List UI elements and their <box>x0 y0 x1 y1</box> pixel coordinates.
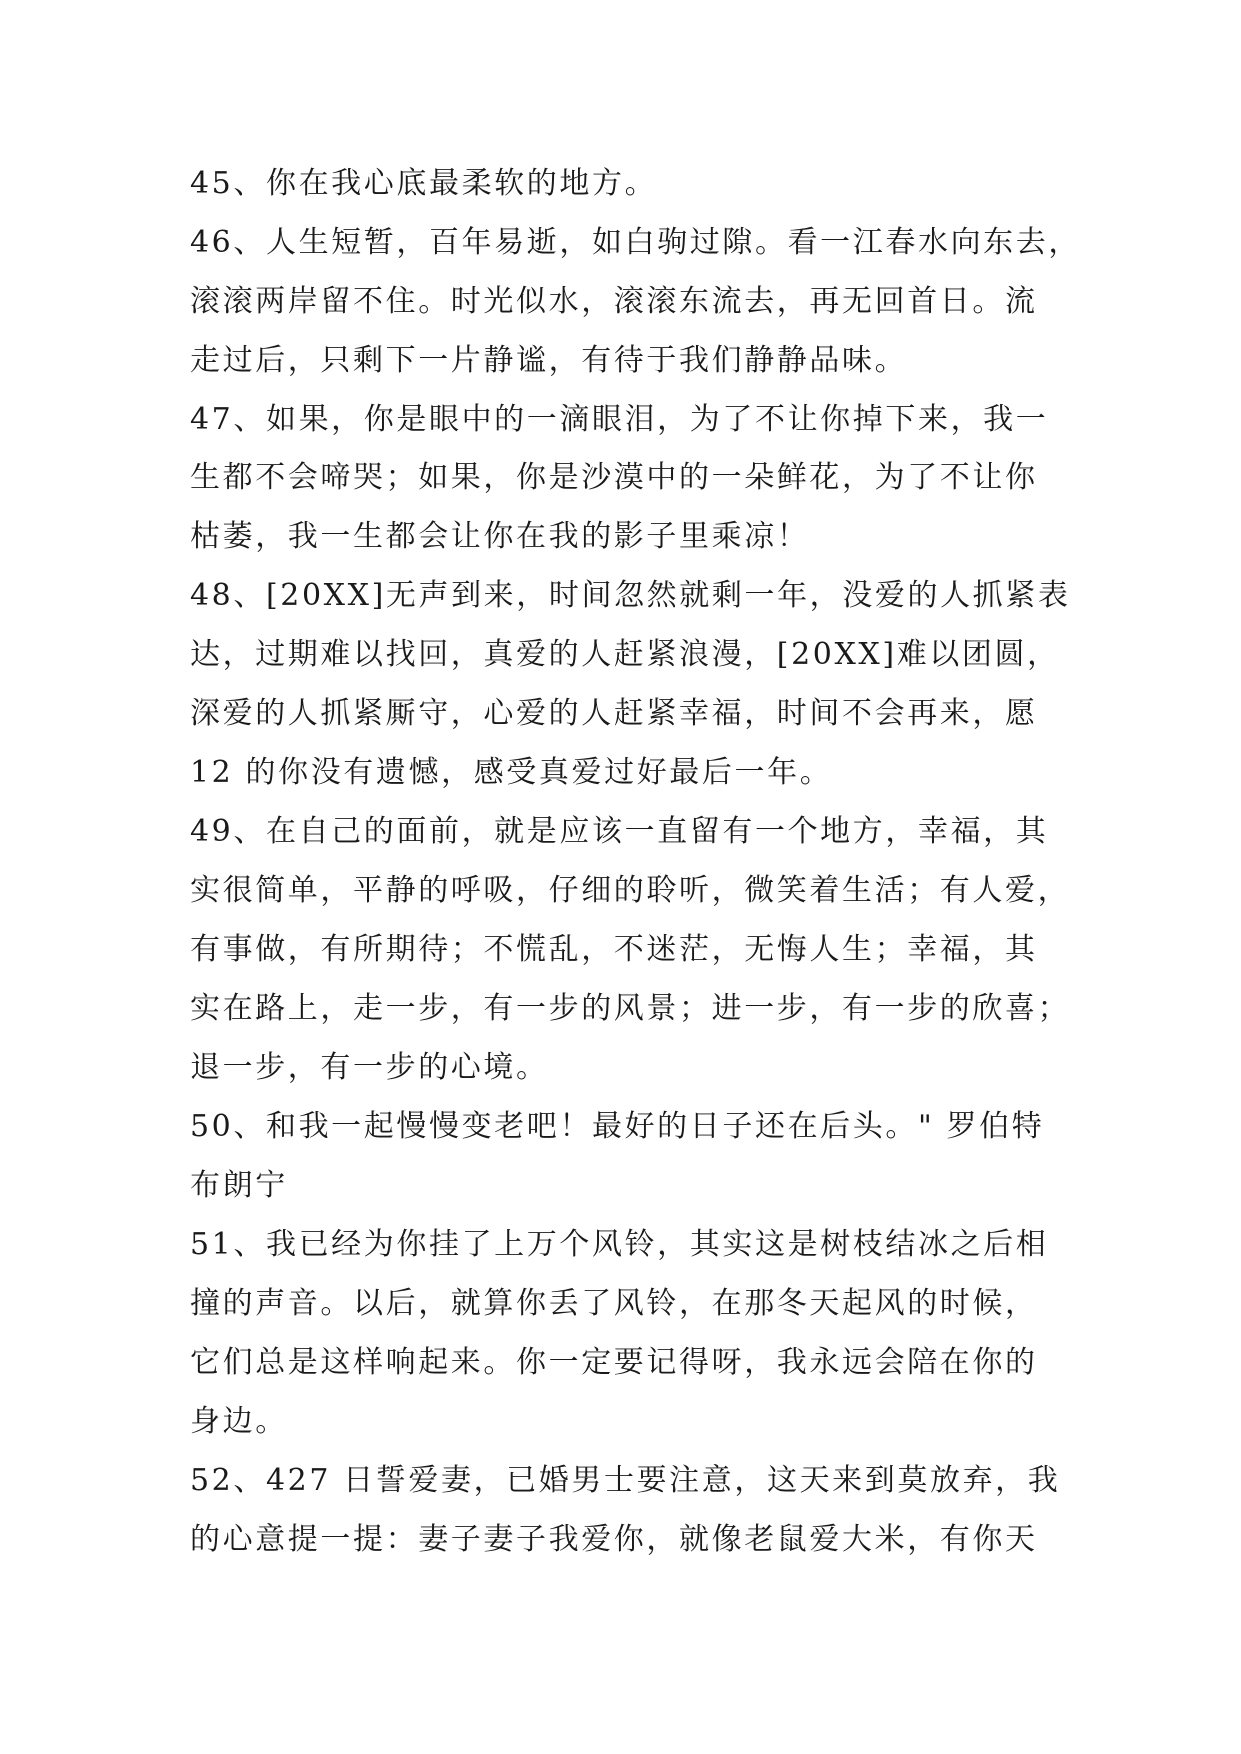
text-line: 布朗宁 <box>190 1168 288 1203</box>
text-line: 走过后，只剩下一片静谧，有待于我们静静品味。 <box>190 343 908 378</box>
text-line: 身边。 <box>190 1404 288 1439</box>
text-line: 退一步，有一步的心境。 <box>190 1050 549 1085</box>
text-line: 49、在自己的面前，就是应该一直留有一个地方，幸福，其 <box>190 814 1049 849</box>
text-line: 12 的你没有遗憾，感受真爱过好最后一年。 <box>190 755 833 790</box>
text-line: 生都不会啼哭；如果，你是沙漠中的一朵鲜花，为了不让你 <box>190 460 1038 495</box>
text-line: 枯萎，我一生都会让你在我的影子里乘凉！ <box>190 519 810 554</box>
text-line: 达，过期难以找回，真爱的人赶紧浪漫，[20XX]难以团圆， <box>190 637 1060 672</box>
text-line: 47、如果，你是眼中的一滴眼泪，为了不让你掉下来，我一 <box>190 402 1049 437</box>
text-line: 深爱的人抓紧厮守，心爱的人赶紧幸福，时间不会再来，愿 <box>190 696 1038 731</box>
text-line: 52、427 日誓爱妻，已婚男士要注意，这天来到莫放弃，我 <box>190 1463 1061 1498</box>
text-line: 它们总是这样响起来。你一定要记得呀，我永远会陪在你的 <box>190 1345 1038 1380</box>
text-line: 撞的声音。以后，就算你丢了风铃，在那冬天起风的时候， <box>190 1286 1038 1321</box>
text-line: 的心意提一提：妻子妻子我爱你，就像老鼠爱大米，有你天 <box>190 1522 1038 1557</box>
text-line: 48、[20XX]无声到来，时间忽然就剩一年，没爱的人抓紧表 <box>190 578 1071 613</box>
text-line: 45、你在我心底最柔软的地方。 <box>190 166 658 201</box>
text-line: 滚滚两岸留不住。时光似水，滚滚东流去，再无回首日。流 <box>190 284 1038 319</box>
text-line: 51、我已经为你挂了上万个风铃，其实这是树枝结冰之后相 <box>190 1227 1049 1262</box>
text-line: 实很简单，平静的呼吸，仔细的聆听，微笑着生活；有人爱， <box>190 873 1071 908</box>
text-line: 实在路上，走一步，有一步的风景；进一步，有一步的欣喜； <box>190 991 1071 1026</box>
text-line: 46、人生短暂，百年易逝，如白驹过隙。看一江春水向东去， <box>190 225 1081 260</box>
text-line: 50、和我一起慢慢变老吧！最好的日子还在后头。" 罗伯特 <box>190 1109 1045 1144</box>
text-line: 有事做，有所期待；不慌乱，不迷茫，无悔人生；幸福，其 <box>190 932 1038 967</box>
